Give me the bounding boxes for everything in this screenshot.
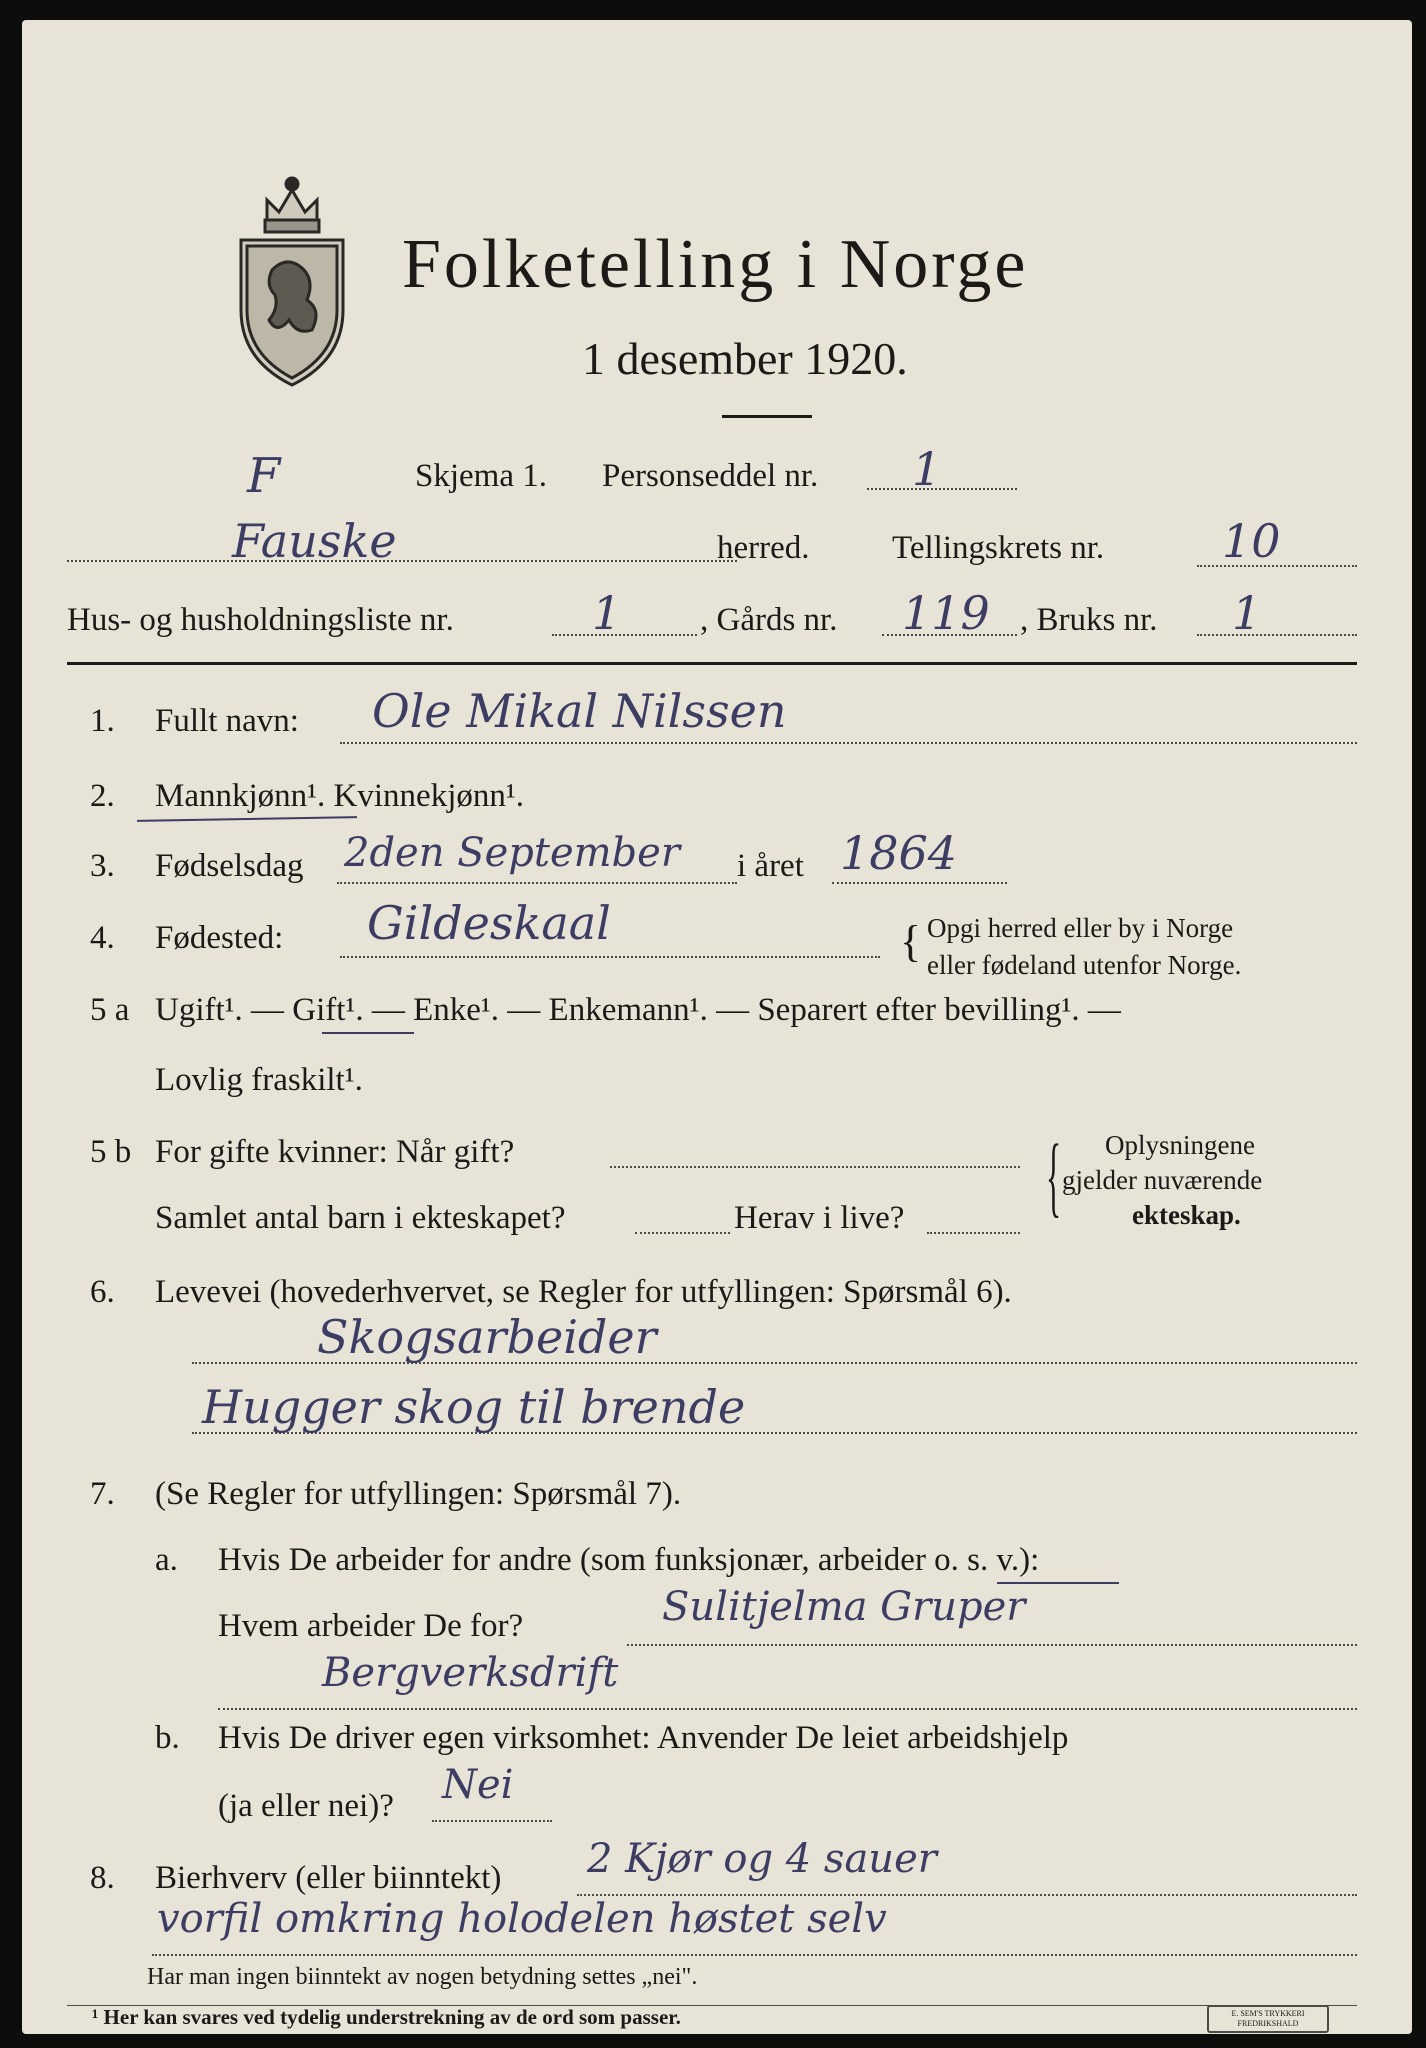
q1-label: Fullt navn: <box>155 703 299 739</box>
q7b-question: (ja eller nei)? <box>218 1788 394 1824</box>
printer-stamp: E. SEM'S TRYKKERI FREDRIKSHALD <box>1207 2005 1329 2033</box>
q7a-value2: Bergverksdrift <box>322 1650 619 1696</box>
q8-label: Bierhverv (eller biinntekt) <box>155 1860 502 1896</box>
herred-line <box>67 560 737 562</box>
q5b-note-brace: { <box>1046 1127 1062 1226</box>
herred-value: Fauske <box>232 514 397 568</box>
q5b-note-line1: Oplysningene <box>1105 1130 1255 1160</box>
q7a-value1: Sulitjelma Gruper <box>662 1584 1026 1630</box>
gards-value: 119 <box>902 586 990 640</box>
q3-number: 3. <box>90 848 115 884</box>
q5a-underline-mark <box>322 1032 414 1034</box>
gards-label: , Gårds nr. <box>700 602 838 638</box>
q1-number: 1. <box>90 703 115 739</box>
tellingskrets-label: Tellingskrets nr. <box>892 530 1105 566</box>
q3-year-value: 1864 <box>840 826 958 880</box>
hus-label: Hus- og husholdningsliste nr. <box>67 602 454 638</box>
q8-value2: vorfil omkring holodelen høstet selv <box>157 1896 887 1942</box>
q7-number: 7. <box>90 1476 115 1512</box>
q7a-line1 <box>627 1644 1357 1646</box>
q2-underline-mark <box>137 816 357 822</box>
q8-number: 8. <box>90 1860 115 1896</box>
q3-year-label: i året <box>737 848 804 884</box>
q2-number: 2. <box>90 778 115 814</box>
q5b-note-line3: ekteskap. <box>1132 1200 1241 1230</box>
q3-label: Fødselsdag <box>155 848 304 884</box>
q7b-value: Nei <box>442 1762 514 1808</box>
q8-line2 <box>152 1954 1357 1956</box>
q5a-line2: Lovlig fraskilt¹. <box>155 1062 363 1098</box>
q4-note-brace: { <box>900 917 922 966</box>
q5b-note-line2: gjelder nuværende <box>1062 1165 1263 1195</box>
herred-label: herred. <box>717 530 810 566</box>
q7a-line2 <box>218 1708 1357 1710</box>
q6-value2: Hugger skog til brende <box>202 1380 746 1434</box>
q4-label: Fødested: <box>155 920 284 956</box>
herred-initial: F <box>247 448 281 504</box>
q7a-question: Hvem arbeider De for? <box>218 1608 524 1644</box>
q5a-line1: Ugift¹. — Gift¹. — Enke¹. — Enkemann¹. — Separert efter bevilling¹. — <box>155 992 1121 1028</box>
q3-day-value: 2den September <box>344 830 680 876</box>
form-title: Folketelling i Norge <box>402 226 1029 303</box>
q6-number: 6. <box>90 1274 115 1310</box>
q6-label: Levevei (hovederhvervet, se Regler for utfyllingen: Spørsmål 6). <box>155 1274 1012 1310</box>
q7a-letter: a. <box>155 1542 178 1578</box>
bruks-label: , Bruks nr. <box>1020 602 1158 638</box>
q4-note-line2: eller fødeland utenfor Norge. <box>927 950 1242 980</box>
hus-line <box>552 634 697 636</box>
q5b-alive-line <box>927 1232 1020 1234</box>
q7b-line <box>432 1820 552 1822</box>
q4-number: 4. <box>90 920 115 956</box>
q7b-letter: b. <box>155 1720 180 1756</box>
skjema-label: Skjema 1. <box>415 458 547 494</box>
footnote: ¹ Her kan svares ved tydelig understrekning av de ord som passer. <box>92 2005 681 2029</box>
q1-line <box>340 742 1357 744</box>
q4-line <box>340 956 880 958</box>
bruks-value: 1 <box>1232 586 1262 640</box>
q8-value1: 2 Kjør og 4 sauer <box>587 1836 937 1882</box>
personseddel-label: Personseddel nr. <box>602 458 819 494</box>
norwegian-coat-of-arms-icon <box>227 160 357 390</box>
q4-note-line1: Opgi herred eller by i Norge <box>927 913 1234 943</box>
personseddel-line <box>867 488 1017 490</box>
q5b-alive-label: Herav i live? <box>734 1200 905 1236</box>
q5b-children-label: Samlet antal barn i ekteskapet? <box>155 1200 566 1236</box>
tellingskrets-value: 10 <box>1222 514 1281 568</box>
header-rule <box>67 662 1357 665</box>
q5b-line1: For gifte kvinner: Når gift? <box>155 1134 515 1170</box>
q8-note: Har man ingen biinntekt av nogen betydning settes „nei". <box>147 1964 698 1990</box>
q5b-married-line <box>610 1166 1020 1168</box>
q5b-children-line <box>635 1232 730 1234</box>
q5a-number: 5 a <box>90 992 130 1028</box>
q1-value: Ole Mikal Nilssen <box>372 684 787 738</box>
q3-day-line <box>337 882 737 884</box>
q5b-number: 5 b <box>90 1134 132 1170</box>
title-divider <box>722 415 812 418</box>
hus-value: 1 <box>592 586 622 640</box>
census-form-sheet <box>22 20 1412 2034</box>
q7b-text: Hvis De driver egen virksomhet: Anvender De leiet arbeidshjelp <box>218 1720 1069 1756</box>
census-date: 1 desember 1920. <box>582 333 908 384</box>
q6-value1: Skogsarbeider <box>317 1310 657 1364</box>
q4-value: Gildeskaal <box>367 896 611 950</box>
bruks-line <box>1197 634 1357 636</box>
q7a-text: Hvis De arbeider for andre (som funksjonær, arbeider o. s. v.): <box>218 1542 1040 1578</box>
personseddel-value: 1 <box>912 442 942 496</box>
q2-label: Mannkjønn¹. Kvinnekjønn¹. <box>155 778 525 814</box>
q7-label: (Se Regler for utfyllingen: Spørsmål 7). <box>155 1476 682 1512</box>
q3-year-line <box>832 882 1007 884</box>
